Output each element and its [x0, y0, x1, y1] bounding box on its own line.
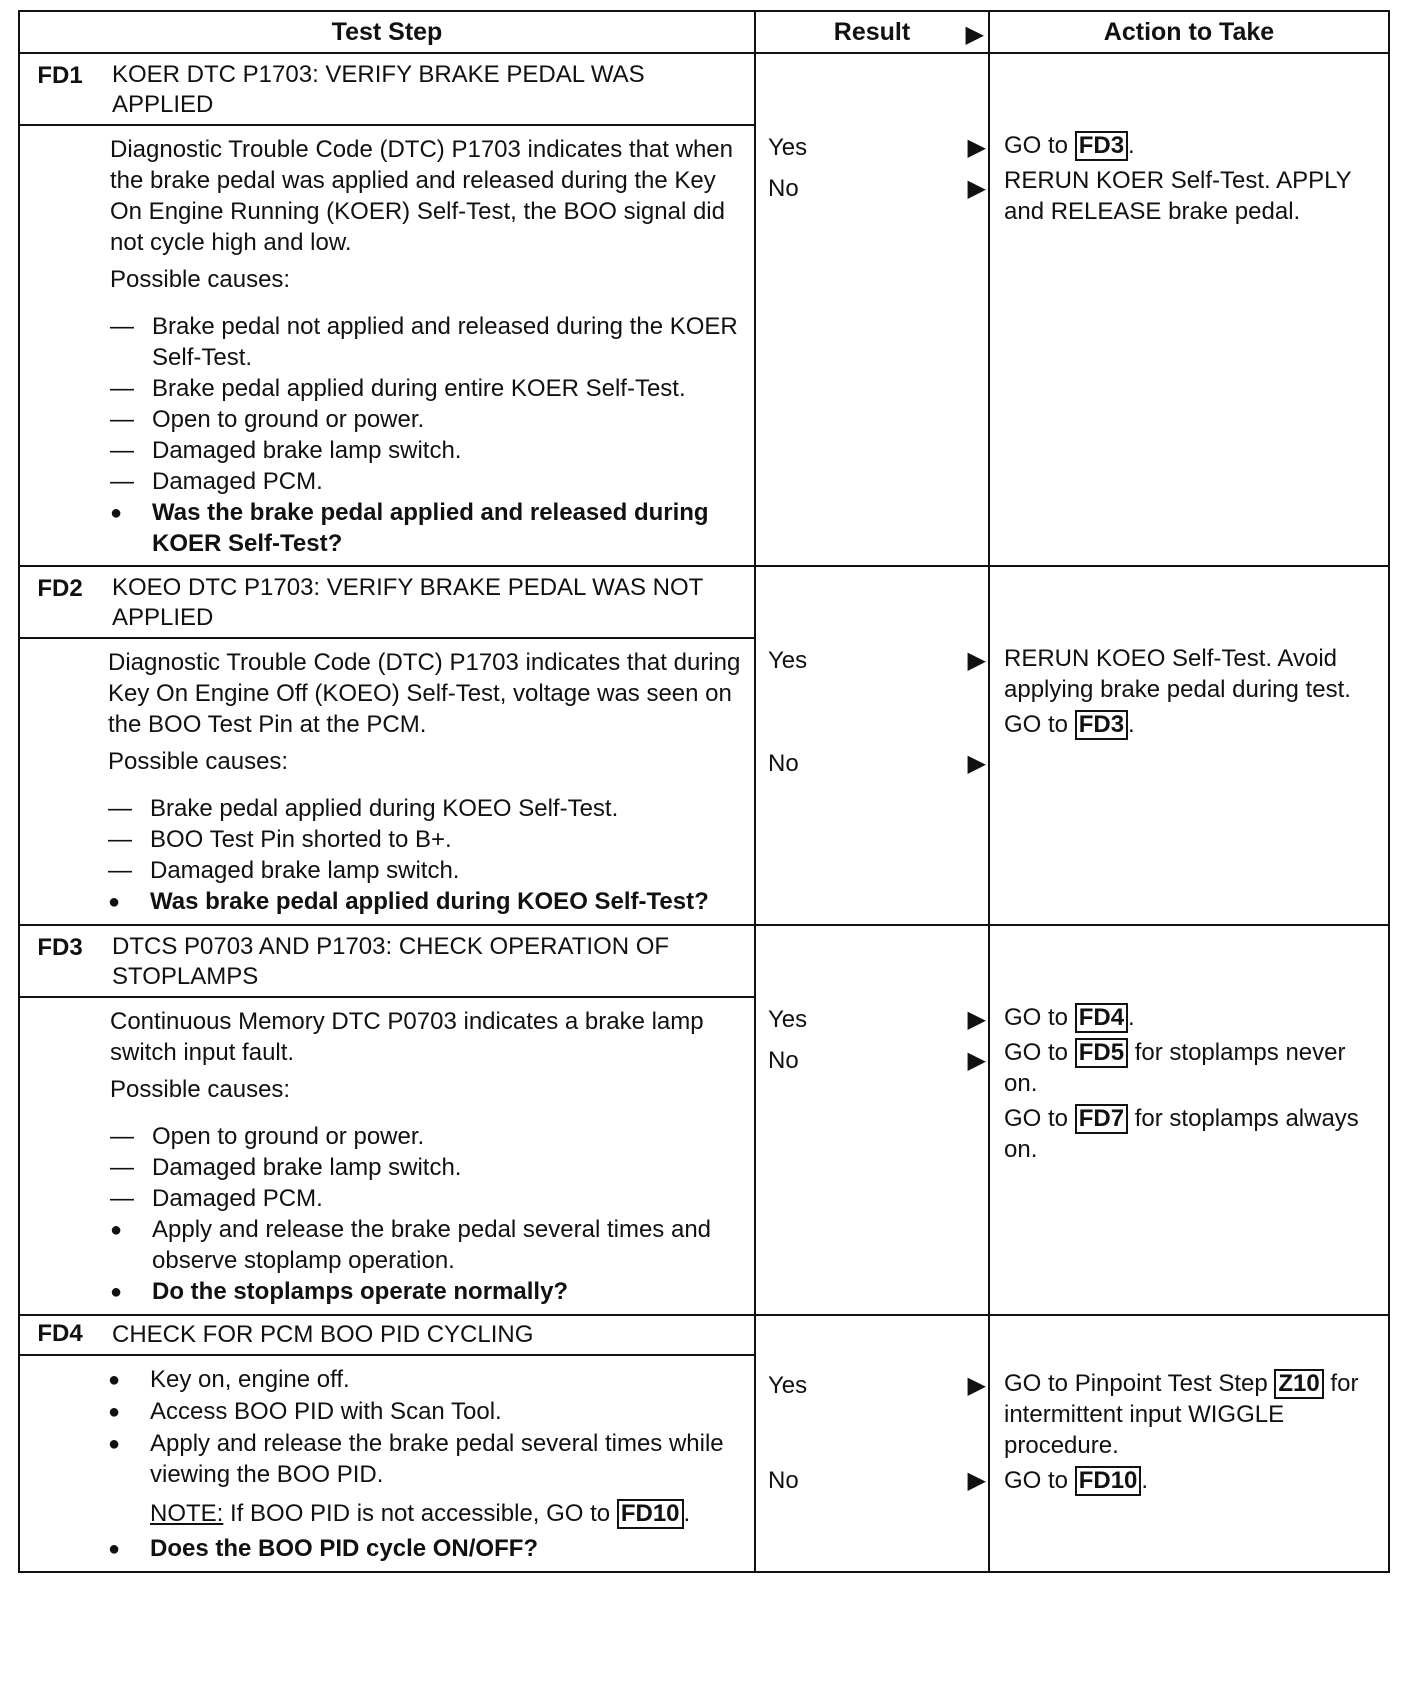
- header-action: Action to Take: [989, 11, 1389, 53]
- instruction-item: ● Apply and release the brake pedal several times while viewing the BOO PID.: [108, 1430, 724, 1488]
- action-yes: GO to Pinpoint Test Step Z10 for intermittent input WIGGLE procedure.: [1004, 1370, 1359, 1459]
- step-fd4-action: [989, 1315, 1389, 1572]
- step-body: [20, 997, 754, 1314]
- step-fd4-result: [755, 1315, 989, 1572]
- action-yes: RERUN KOEO Self-Test. Avoid applying brake pedal during test.: [1004, 645, 1351, 703]
- note-label: NOTE:: [150, 1500, 224, 1527]
- step-fd4-test: [19, 1315, 755, 1572]
- result-yes: Yes ▶: [768, 134, 986, 161]
- bullet-icon: ●: [110, 1281, 123, 1303]
- note-text: If BOO PID is not accessible, GO to: [230, 1500, 611, 1527]
- step-fd2-test: [19, 566, 755, 925]
- arrow-icon: ▶: [967, 175, 986, 202]
- step-fd3-action: [989, 925, 1389, 1315]
- step-title: DTCS P0703 AND P1703: CHECK OPERATION OF STOPLAMPS: [100, 926, 754, 997]
- bullet-icon: ●: [108, 1433, 121, 1455]
- step-ref-link[interactable]: FD5: [1075, 1038, 1128, 1068]
- pinpoint-test-table: [18, 10, 1390, 1573]
- step-id: FD3: [20, 926, 100, 997]
- cause-item: — Brake pedal applied during entire KOER Self-Test.: [110, 375, 686, 402]
- step-fd1-inner: [20, 54, 754, 565]
- cause-item: — Damaged brake lamp switch.: [108, 857, 460, 884]
- cause-item: — Brake pedal applied during KOEO Self-Test.: [108, 795, 619, 822]
- step-fd3-result: [755, 925, 989, 1315]
- step-id: FD1: [20, 54, 100, 125]
- step-fd4-inner: [20, 1316, 754, 1571]
- result-no: No ▶: [768, 1047, 986, 1074]
- table-header-row: [19, 11, 1389, 53]
- step-id: FD4: [20, 1316, 100, 1355]
- cause-item: — Open to ground or power.: [110, 406, 425, 433]
- step-fd1-row: [19, 53, 1389, 566]
- causes-label: Possible causes:: [110, 1076, 291, 1103]
- step-fd2-inner: [20, 567, 754, 924]
- question-item: ● Was brake pedal applied during KOEO Self-Test?: [108, 886, 744, 918]
- bullet-icon: ●: [110, 502, 123, 524]
- step-fd2-action: [989, 566, 1389, 925]
- arrow-icon: ▶: [967, 1006, 986, 1033]
- step-ref-link[interactable]: FD3: [1075, 710, 1128, 740]
- bullet-icon: ●: [108, 1538, 121, 1560]
- note-item: NOTE: If BOO PID is not accessible, GO to FD10 .: [150, 1500, 691, 1527]
- arrow-icon: ▶: [967, 134, 986, 161]
- step-fd3-row: [19, 925, 1389, 1315]
- step-fd1-result: [755, 53, 989, 566]
- step-intro: Diagnostic Trouble Code (DTC) P1703 indicates that during Key On Engine Off (KOEO) Self-Test, voltage was seen on the BOO Test Pin at the PCM.: [108, 649, 741, 738]
- arrow-icon: ▶: [967, 647, 986, 674]
- step-id: FD2: [20, 567, 100, 638]
- step-intro: Continuous Memory DTC P0703 indicates a brake lamp switch input fault.: [110, 1008, 704, 1066]
- result-yes: Yes ▶: [768, 1372, 986, 1399]
- step-fd4-row: [19, 1315, 1389, 1572]
- step-fd2-row: [19, 566, 1389, 925]
- causes-label: Possible causes:: [108, 748, 289, 775]
- step-fd1-test: [19, 53, 755, 566]
- arrow-icon: ▶: [965, 21, 984, 48]
- result-yes: Yes ▶: [768, 1006, 986, 1033]
- cause-item: — Open to ground or power.: [110, 1123, 425, 1150]
- cause-item: — Damaged brake lamp switch.: [110, 1154, 462, 1181]
- step-ref-link[interactable]: FD7: [1075, 1104, 1128, 1134]
- action-no: GO to FD5 for stoplamps never on.: [1004, 1039, 1346, 1097]
- bullet-icon: ●: [108, 1369, 121, 1391]
- bullet-icon: ●: [108, 891, 121, 913]
- action-no-alt: GO to FD7 for stoplamps always on.: [1004, 1105, 1359, 1163]
- arrow-icon: ▶: [967, 1372, 986, 1399]
- step-ref-link[interactable]: FD4: [1075, 1003, 1128, 1033]
- result-no: No ▶: [768, 1467, 986, 1494]
- cause-item: — Brake pedal not applied and released during the KOER Self-Test.: [110, 313, 738, 371]
- cause-item: — Damaged PCM.: [110, 468, 323, 495]
- action-no: RERUN KOER Self-Test. APPLY and RELEASE brake pedal.: [1004, 167, 1352, 225]
- header-result-label: Result: [833, 17, 911, 46]
- question-item: ● Does the BOO PID cycle ON/OFF?: [108, 1533, 744, 1565]
- cause-item: — BOO Test Pin shorted to B+.: [108, 826, 452, 853]
- instruction-item: ● Key on, engine off.: [108, 1364, 744, 1396]
- step-ref-link[interactable]: FD10: [617, 1499, 684, 1529]
- instruction-item: ● Apply and release the brake pedal several times and observe stoplamp operation.: [110, 1216, 712, 1274]
- header-result: [755, 11, 989, 53]
- step-body: [20, 638, 754, 924]
- step-fd3-test: [19, 925, 755, 1315]
- bullet-icon: ●: [108, 1401, 121, 1423]
- step-body: [20, 1355, 754, 1571]
- question-item: ● Do the stoplamps operate normally?: [110, 1276, 744, 1308]
- instruction-item: ● Access BOO PID with Scan Tool.: [108, 1396, 744, 1428]
- action-no: GO to FD3 .: [1004, 711, 1135, 738]
- result-no: No ▶: [768, 750, 986, 777]
- causes-label: Possible causes:: [110, 266, 291, 293]
- bullet-icon: ●: [110, 1219, 123, 1241]
- step-ref-link[interactable]: FD10: [1075, 1466, 1142, 1496]
- action-yes: GO to FD4 .: [1004, 1004, 1135, 1031]
- step-body: [20, 125, 754, 565]
- cause-item: — Damaged PCM.: [110, 1185, 323, 1212]
- result-no: No ▶: [768, 175, 986, 202]
- header-test-step: Test Step: [19, 11, 755, 53]
- step-title: KOEO DTC P1703: VERIFY BRAKE PEDAL WAS NOT APPLIED: [100, 567, 754, 638]
- arrow-icon: ▶: [967, 1047, 986, 1074]
- step-fd3-inner: [20, 926, 754, 1314]
- result-yes: Yes ▶: [768, 647, 986, 674]
- step-intro: Diagnostic Trouble Code (DTC) P1703 indicates that when the brake pedal was applied and released during the Key On Engine Running (KOER) Self-Test, the BOO signal did not cycle high and low.: [110, 136, 733, 256]
- action-yes: GO to FD3 .: [1004, 132, 1135, 159]
- step-title: CHECK FOR PCM BOO PID CYCLING: [100, 1316, 754, 1355]
- diagnostic-page: [18, 10, 1388, 1573]
- step-title: KOER DTC P1703: VERIFY BRAKE PEDAL WAS APPLIED: [100, 54, 754, 125]
- step-fd1-action: [989, 53, 1389, 566]
- question-item: ● Was the brake pedal applied and released during KOER Self-Test?: [110, 499, 709, 557]
- step-fd2-result: [755, 566, 989, 925]
- arrow-icon: ▶: [967, 1467, 986, 1494]
- step-ref-link[interactable]: Z10: [1274, 1369, 1323, 1399]
- cause-item: — Damaged brake lamp switch.: [110, 437, 462, 464]
- arrow-icon: ▶: [967, 750, 986, 777]
- step-ref-link[interactable]: FD3: [1075, 131, 1128, 161]
- action-no: GO to FD10 .: [1004, 1467, 1149, 1494]
